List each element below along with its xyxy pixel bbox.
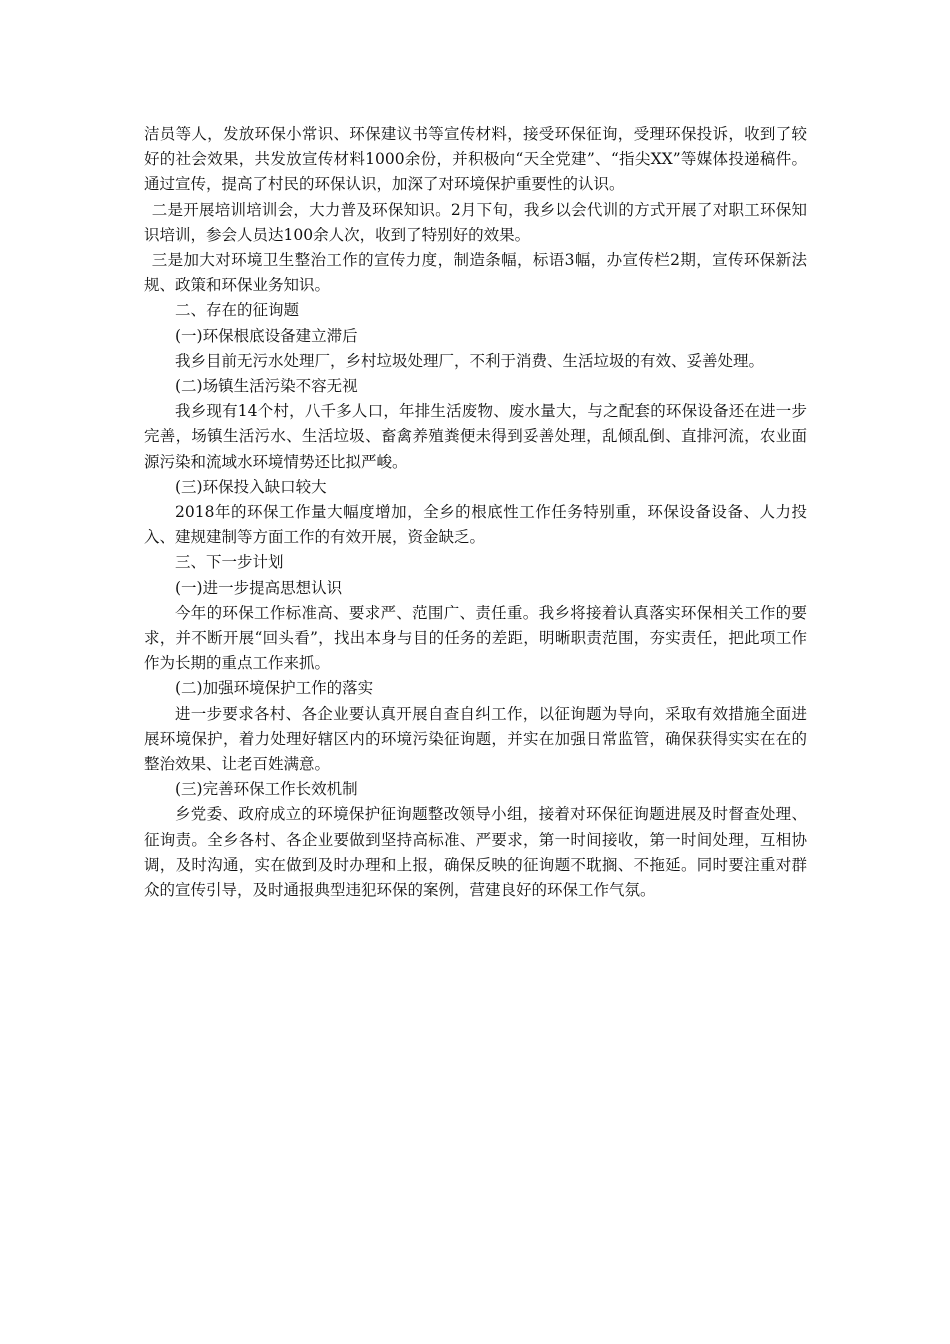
subheading-awareness: (一)进一步提高思想认识 [175,578,343,597]
subheading-long-term-mechanism: (三)完善环保工作长效机制 [175,780,358,799]
paragraph-implementation: 进一步要求各村、各企业要认真开展自查自纠工作，以征询题为导向，采取有效措施全面进展环境保护，着力处理好辖区内的环境污染征询题，并实在加强日常监管，确保获得实实在在的整治效果、让老百姓满意。 [144,704,807,774]
paragraph-infrastructure: 我乡目前无污水处理厂，乡村垃圾处理厂，不利于消费、生活垃圾的有效、妥善处理。 [175,351,765,370]
subheading-infrastructure: (一)环保根底设备建立滞后 [175,326,358,345]
section-heading-next-plan: 三、下一步计划 [175,553,284,572]
section-heading-problems: 二、存在的征询题 [175,301,300,320]
paragraph-training: 二是开展培训培训会，大力普及环保知识。2月下旬，我乡以会代训的方式开展了对职工环保知识培训，参会人员达100余人次，收到了特别好的效果。 [144,200,807,244]
paragraph-investment: 2018年的环保工作量大幅度增加，全乡的根底性工作任务特别重，环保设备设备、人力投入、建规建制等方面工作的有效开展，资金缺乏。 [144,503,807,547]
document-page [144,122,807,903]
paragraph-continuation: 洁员等人，发放环保小常识、环保建议书等宣传材料，接受环保征询，受理环保投诉，收到了较好的社会效果，共发放宣传材料1000余份，并积极向“天全党建”、“指尖XX”等媒体投递稿件。通过宣传，提高了村民的环保认识，加深了对环境保护重要性的认识。 [144,125,807,194]
paragraph-publicity: 三是加大对环境卫生整治工作的宣传力度，制造条幅，标语3幅，办宣传栏2期，宣传环保新法规、政策和环保业务知识。 [144,251,807,295]
subheading-implementation: (二)加强环境保护工作的落实 [175,679,374,698]
paragraph-town-pollution: 我乡现有14个村，八千多人口，年排生活废物、废水量大，与之配套的环保设备还在进一步完善，场镇生活污水、生活垃圾、畜禽养殖粪便未得到妥善处理，乱倾乱倒、直排河流，农业面源污染和流域水环境情势还比拟严峻。 [144,402,807,471]
paragraph-long-term-mechanism: 乡党委、政府成立的环境保护征询题整改领导小组，接着对环保征询题进展及时督查处理、征询责。全乡各村、各企业要做到坚持高标准、严要求，第一时间接收，第一时间处理，互相协调，及时沟通，实在做到及时办理和上报，确保反映的征询题不耽搁、不拖延。同时要注重对群众的宣传引导，及时通报典型违犯环保的案例，营建良好的环保工作气氛。 [144,805,807,900]
subheading-investment: (三)环保投入缺口较大 [175,477,327,496]
subheading-town-pollution: (二)场镇生活污染不容无视 [175,377,358,396]
paragraph-awareness: 今年的环保工作标准高、要求严、范围广、责任重。我乡将接着认真落实环保相关工作的要求，并不断开展“回头看”，找出本身与目的任务的差距，明晰职责范围，夯实责任，把此项工作作为长期的重点工作来抓。 [144,603,807,673]
